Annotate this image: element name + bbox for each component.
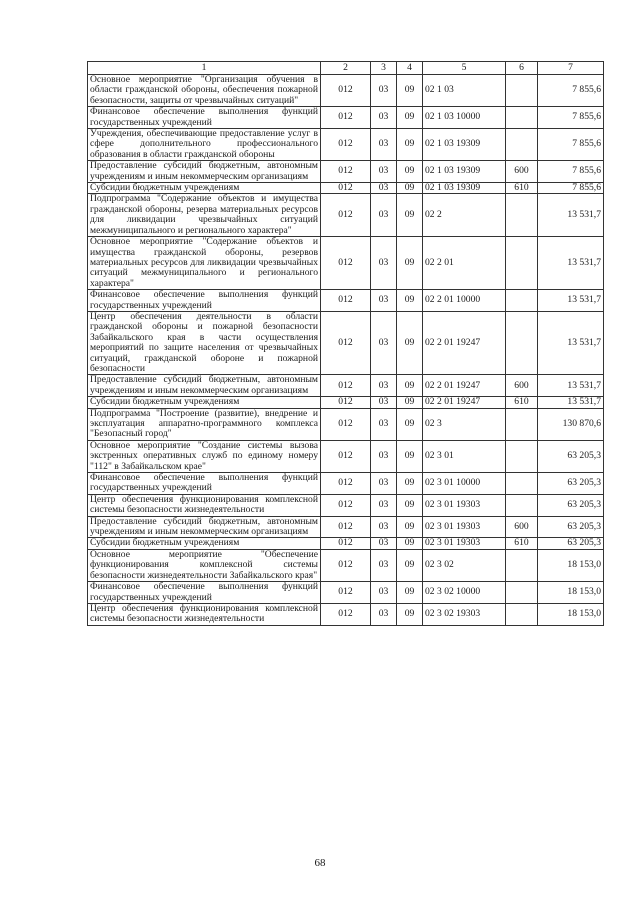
table-row <box>88 397 604 408</box>
row-expense-type-cell <box>506 194 538 237</box>
row-amount-cell: 63 205,3 <box>538 473 604 495</box>
table-row <box>88 375 604 397</box>
column-header: 1 <box>88 62 321 75</box>
row-expense-type-cell: 610 <box>506 397 538 408</box>
row-code-cell: 012 <box>321 538 371 549</box>
row-target-article-cell: 02 3 01 19303 <box>423 538 506 549</box>
row-target-article-cell: 02 1 03 19309 <box>423 183 506 194</box>
row-code-cell: 012 <box>321 161 371 183</box>
table-row <box>88 582 604 604</box>
row-code-cell: 012 <box>321 440 371 472</box>
row-subsection-cell: 09 <box>397 129 423 161</box>
row-subsection-cell: 09 <box>397 75 423 107</box>
table-row <box>88 194 604 237</box>
row-target-article-cell: 02 2 01 <box>423 237 506 290</box>
row-target-article-cell: 02 1 03 19309 <box>423 129 506 161</box>
table-body <box>88 75 604 626</box>
table-row <box>88 183 604 194</box>
row-name-cell: Основное мероприятие "Создание системы вызова экстренных оперативных служб по единому номеру "112" в Забайкальском крае" <box>88 440 321 472</box>
row-amount-cell: 18 153,0 <box>538 582 604 604</box>
row-target-article-cell: 02 2 01 19247 <box>423 375 506 397</box>
table-row <box>88 549 604 581</box>
row-target-article-cell: 02 1 03 <box>423 75 506 107</box>
row-code-cell: 012 <box>321 290 371 312</box>
table-row <box>88 311 604 374</box>
row-target-article-cell: 02 3 01 19303 <box>423 494 506 516</box>
budget-table <box>87 61 604 626</box>
row-subsection-cell: 09 <box>397 375 423 397</box>
column-header: 3 <box>371 62 397 75</box>
row-amount-cell: 7 855,6 <box>538 183 604 194</box>
row-subsection-cell: 09 <box>397 473 423 495</box>
row-name-cell: Субсидии бюджетным учреждениям <box>88 397 321 408</box>
row-name-cell: Финансовое обеспечение выполнения функций государственных учреждений <box>88 290 321 312</box>
row-amount-cell: 63 205,3 <box>538 538 604 549</box>
row-target-article-cell: 02 3 <box>423 408 506 440</box>
row-code-cell: 012 <box>321 582 371 604</box>
row-expense-type-cell <box>506 107 538 129</box>
row-name-cell: Предоставление субсидий бюджетным, автономным учреждениям и иным некоммерческим организациям <box>88 516 321 538</box>
row-code-cell: 012 <box>321 75 371 107</box>
row-amount-cell: 7 855,6 <box>538 129 604 161</box>
row-amount-cell: 13 531,7 <box>538 194 604 237</box>
row-name-cell: Центр обеспечения функционирования комплексной системы безопасности жизнедеятельности <box>88 494 321 516</box>
row-name-cell: Предоставление субсидий бюджетным, автономным учреждениям и иным некоммерческим организациям <box>88 375 321 397</box>
row-section-cell: 03 <box>371 194 397 237</box>
row-section-cell: 03 <box>371 440 397 472</box>
row-section-cell: 03 <box>371 582 397 604</box>
row-subsection-cell: 09 <box>397 194 423 237</box>
row-section-cell: 03 <box>371 603 397 625</box>
row-target-article-cell: 02 1 03 19309 <box>423 161 506 183</box>
row-code-cell: 012 <box>321 603 371 625</box>
row-target-article-cell: 02 2 01 19247 <box>423 397 506 408</box>
row-target-article-cell: 02 2 <box>423 194 506 237</box>
row-name-cell: Финансовое обеспечение выполнения функций государственных учреждений <box>88 582 321 604</box>
row-code-cell: 012 <box>321 473 371 495</box>
row-name-cell: Основное мероприятие "Организация обучения в области гражданской обороны, обеспечения пожарной безопасности, защиты от чрезвычайных ситуаций" <box>88 75 321 107</box>
row-name-cell: Финансовое обеспечение выполнения функций государственных учреждений <box>88 473 321 495</box>
row-subsection-cell: 09 <box>397 582 423 604</box>
row-target-article-cell: 02 3 01 <box>423 440 506 472</box>
row-name-cell: Центр обеспечения деятельности в области гражданской обороны и пожарной безопасности Забайкальского края в части осуществления мероприятий по защите населения от чрезвычайных ситуаций, гражданской обороне и пожарной безопасности <box>88 311 321 374</box>
table-row <box>88 603 604 625</box>
row-name-cell: Субсидии бюджетным учреждениям <box>88 183 321 194</box>
row-amount-cell: 7 855,6 <box>538 161 604 183</box>
row-expense-type-cell <box>506 494 538 516</box>
row-amount-cell: 7 855,6 <box>538 75 604 107</box>
row-expense-type-cell <box>506 290 538 312</box>
table-row <box>88 538 604 549</box>
row-expense-type-cell <box>506 473 538 495</box>
row-section-cell: 03 <box>371 290 397 312</box>
column-header: 4 <box>397 62 423 75</box>
row-name-cell: Основное мероприятие "Содержание объектов и имущества гражданской обороны, резервов материальных ресурсов для ликвидации чрезвычайных ситуаций межмуниципального и регионального характера" <box>88 237 321 290</box>
row-amount-cell: 13 531,7 <box>538 237 604 290</box>
row-name-cell: Субсидии бюджетным учреждениям <box>88 538 321 549</box>
row-amount-cell: 130 870,6 <box>538 408 604 440</box>
table-row <box>88 129 604 161</box>
row-subsection-cell: 09 <box>397 603 423 625</box>
row-code-cell: 012 <box>321 311 371 374</box>
row-expense-type-cell <box>506 440 538 472</box>
row-name-cell: Подпрограмма "Содержание объектов и имущества гражданской обороны, резерва материальных ресурсов для ликвидации чрезвычайных ситуаций межмуниципального и регионального характера" <box>88 194 321 237</box>
row-target-article-cell: 02 2 01 10000 <box>423 290 506 312</box>
column-header: 2 <box>321 62 371 75</box>
row-code-cell: 012 <box>321 183 371 194</box>
table-row <box>88 107 604 129</box>
row-name-cell: Основное мероприятие "Обеспечение функционирования комплексной системы безопасности жизнедеятельности Забайкальского края" <box>88 549 321 581</box>
row-subsection-cell: 09 <box>397 237 423 290</box>
row-amount-cell: 13 531,7 <box>538 397 604 408</box>
row-expense-type-cell <box>506 408 538 440</box>
row-name-cell: Подпрограмма "Построение (развитие), внедрение и эксплуатация аппаратно-программного комплекса "Безопасный город" <box>88 408 321 440</box>
column-header: 6 <box>506 62 538 75</box>
row-section-cell: 03 <box>371 183 397 194</box>
row-expense-type-cell <box>506 237 538 290</box>
row-section-cell: 03 <box>371 397 397 408</box>
row-code-cell: 012 <box>321 516 371 538</box>
row-expense-type-cell: 600 <box>506 375 538 397</box>
row-amount-cell: 63 205,3 <box>538 494 604 516</box>
row-section-cell: 03 <box>371 161 397 183</box>
row-section-cell: 03 <box>371 237 397 290</box>
row-subsection-cell: 09 <box>397 311 423 374</box>
row-subsection-cell: 09 <box>397 290 423 312</box>
row-expense-type-cell: 610 <box>506 538 538 549</box>
row-expense-type-cell: 610 <box>506 183 538 194</box>
table-row <box>88 237 604 290</box>
row-code-cell: 012 <box>321 237 371 290</box>
row-expense-type-cell <box>506 311 538 374</box>
row-section-cell: 03 <box>371 129 397 161</box>
row-subsection-cell: 09 <box>397 107 423 129</box>
row-expense-type-cell <box>506 582 538 604</box>
row-subsection-cell: 09 <box>397 397 423 408</box>
row-code-cell: 012 <box>321 375 371 397</box>
table-row <box>88 290 604 312</box>
row-expense-type-cell <box>506 603 538 625</box>
row-subsection-cell: 09 <box>397 408 423 440</box>
row-expense-type-cell <box>506 549 538 581</box>
row-code-cell: 012 <box>321 129 371 161</box>
row-section-cell: 03 <box>371 75 397 107</box>
row-amount-cell: 63 205,3 <box>538 440 604 472</box>
row-amount-cell: 13 531,7 <box>538 375 604 397</box>
row-amount-cell: 13 531,7 <box>538 290 604 312</box>
row-name-cell: Центр обеспечения функционирования комплексной системы безопасности жизнедеятельности <box>88 603 321 625</box>
page-number: 68 <box>314 857 326 869</box>
row-code-cell: 012 <box>321 397 371 408</box>
row-subsection-cell: 09 <box>397 538 423 549</box>
row-code-cell: 012 <box>321 194 371 237</box>
row-target-article-cell: 02 3 02 <box>423 549 506 581</box>
row-amount-cell: 7 855,6 <box>538 107 604 129</box>
row-amount-cell: 13 531,7 <box>538 311 604 374</box>
row-target-article-cell: 02 3 02 10000 <box>423 582 506 604</box>
row-section-cell: 03 <box>371 375 397 397</box>
row-name-cell: Учреждения, обеспечивающие предоставление услуг в сфере дополнительного профессионального образования в области гражданской обороны <box>88 129 321 161</box>
row-section-cell: 03 <box>371 538 397 549</box>
row-expense-type-cell <box>506 75 538 107</box>
table-row <box>88 516 604 538</box>
row-expense-type-cell <box>506 129 538 161</box>
table-row <box>88 473 604 495</box>
row-subsection-cell: 09 <box>397 161 423 183</box>
table-row <box>88 408 604 440</box>
row-section-cell: 03 <box>371 311 397 374</box>
row-subsection-cell: 09 <box>397 549 423 581</box>
row-expense-type-cell: 600 <box>506 161 538 183</box>
row-target-article-cell: 02 2 01 19247 <box>423 311 506 374</box>
table-row <box>88 161 604 183</box>
row-expense-type-cell: 600 <box>506 516 538 538</box>
row-section-cell: 03 <box>371 516 397 538</box>
column-number-header-row <box>88 62 604 75</box>
row-target-article-cell: 02 3 02 19303 <box>423 603 506 625</box>
row-name-cell: Предоставление субсидий бюджетным, автономным учреждениям и иным некоммерческим организациям <box>88 161 321 183</box>
row-code-cell: 012 <box>321 494 371 516</box>
row-section-cell: 03 <box>371 408 397 440</box>
column-header: 7 <box>538 62 604 75</box>
row-amount-cell: 63 205,3 <box>538 516 604 538</box>
table-row <box>88 494 604 516</box>
row-code-cell: 012 <box>321 107 371 129</box>
row-amount-cell: 18 153,0 <box>538 549 604 581</box>
row-amount-cell: 18 153,0 <box>538 603 604 625</box>
row-code-cell: 012 <box>321 408 371 440</box>
row-subsection-cell: 09 <box>397 494 423 516</box>
column-header: 5 <box>423 62 506 75</box>
table-row <box>88 440 604 472</box>
row-subsection-cell: 09 <box>397 183 423 194</box>
row-subsection-cell: 09 <box>397 440 423 472</box>
row-name-cell: Финансовое обеспечение выполнения функций государственных учреждений <box>88 107 321 129</box>
row-section-cell: 03 <box>371 107 397 129</box>
row-section-cell: 03 <box>371 473 397 495</box>
row-target-article-cell: 02 3 01 19303 <box>423 516 506 538</box>
row-target-article-cell: 02 3 01 10000 <box>423 473 506 495</box>
row-code-cell: 012 <box>321 549 371 581</box>
row-target-article-cell: 02 1 03 10000 <box>423 107 506 129</box>
row-subsection-cell: 09 <box>397 516 423 538</box>
table-row <box>88 75 604 107</box>
row-section-cell: 03 <box>371 549 397 581</box>
row-section-cell: 03 <box>371 494 397 516</box>
